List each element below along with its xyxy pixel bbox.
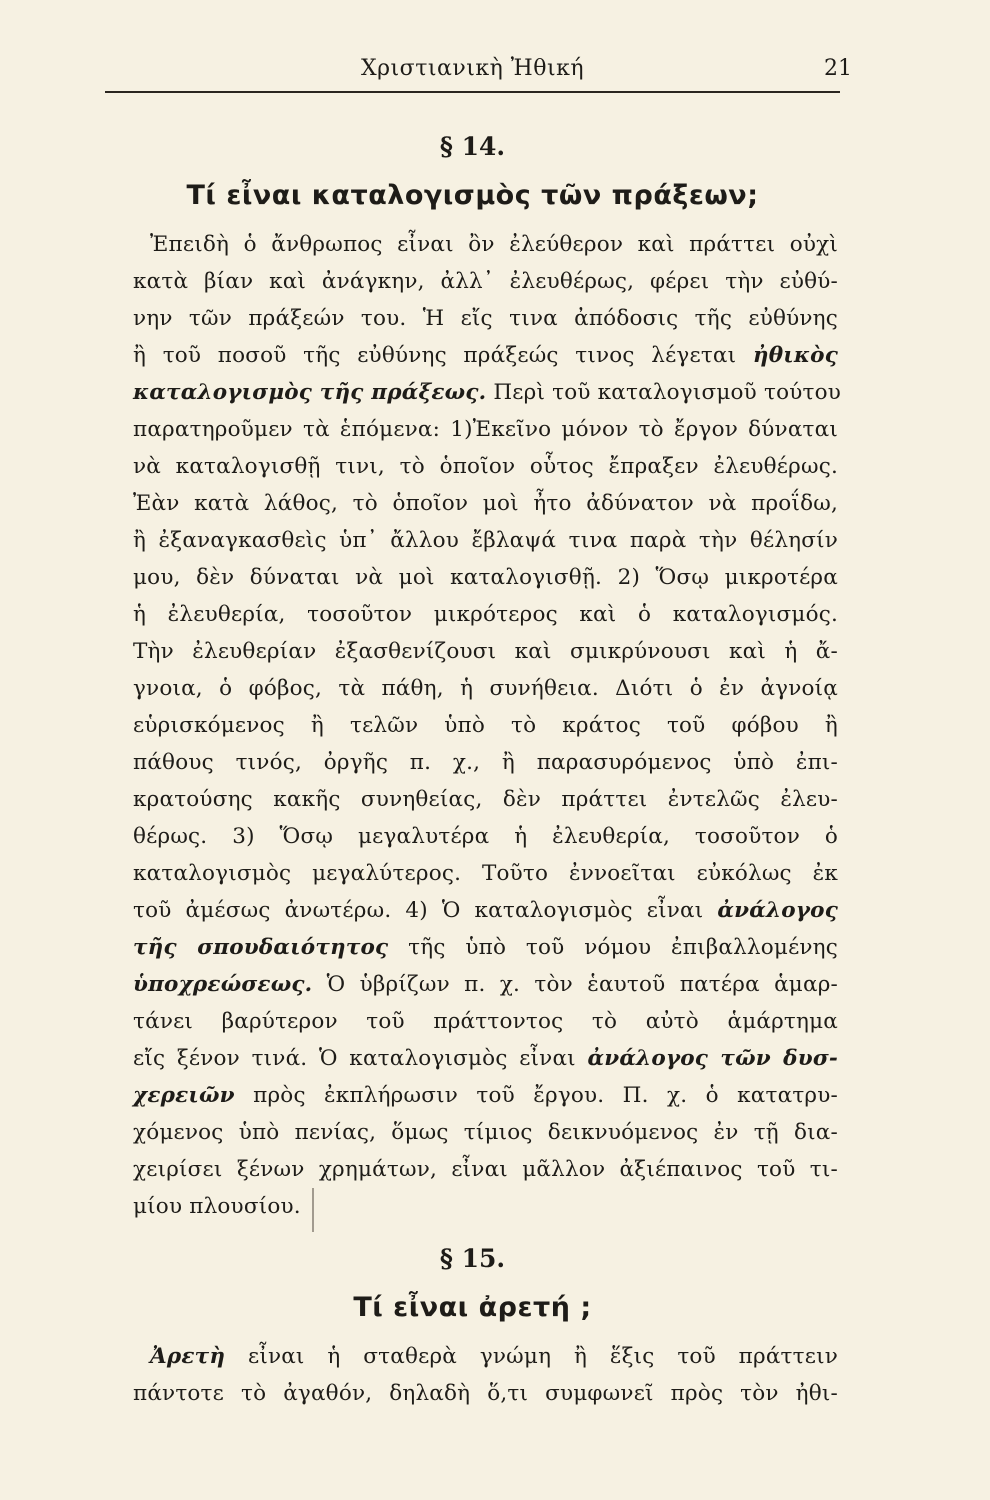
body-line: καταλογισμὸς μεγαλύτερος. Τοῦτο ἐννοεῖται εὐκόλως ἐκ (133, 861, 838, 886)
emphasis-term: ἀνάλογος (717, 898, 838, 923)
emphasis-term: καταλογισμὸς τῆς πράξεως. (133, 380, 487, 405)
header-rule (105, 91, 840, 93)
body-line: Ἀρετὴ εἶναι ἡ σταθερὰ γνώμη ἢ ἕξις τοῦ πράττειν (150, 1344, 838, 1369)
page-number: 21 (824, 56, 852, 81)
body-line: πάθους τινός, ὀργῆς π. χ., ἢ παρασυρόμενος ὑπὸ ἐπι- (133, 750, 838, 775)
section-14-number: § 14. (439, 132, 506, 161)
body-line: τάνει βαρύτερον τοῦ πράττοντος τὸ αὐτὸ ἁμάρτημα (133, 1009, 838, 1034)
body-line: Τὴν ἐλευθερίαν ἐξασθενίζουσι καὶ σμικρύνουσι καὶ ἡ ἄ- (133, 639, 838, 664)
body-line: ὑποχρεώσεως. Ὁ ὑβρίζων π. χ. τὸν ἑαυτοῦ πατέρα ἁμαρ- (133, 972, 838, 997)
body-line: χόμενος ὑπὸ πενίας, ὅμως τίμιος δεικνυόμενος ἐν τῇ δια- (133, 1120, 838, 1145)
body-line: εὑρισκόμενος ἢ τελῶν ὑπὸ τὸ κράτος τοῦ φόβου ἢ (133, 713, 838, 738)
body-line: Ἐὰν κατὰ λάθος, τὸ ὁποῖον μοὶ ἦτο ἀδύνατον νὰ προΐδω, (133, 491, 838, 516)
running-header (105, 50, 852, 90)
body-line: κρατούσης κακῆς συνηθείας, δὲν πράττει ἐντελῶς ἐλευ- (133, 787, 838, 812)
running-title: Χριστιανικὴ Ἠθική (360, 56, 585, 81)
body-line: νὰ καταλογισθῇ τινι, τὸ ὁποῖον οὗτος ἔπραξεν ἐλευθέρως. (133, 454, 838, 479)
body-line: Ἐπειδὴ ὁ ἄνθρωπος εἶναι ὂν ἐλεύθερον καὶ πράττει οὐχὶ (150, 232, 838, 257)
body-line: εἴς ξένον τινά. Ὁ καταλογισμὸς εἶναι ἀνάλογος τῶν δυσ- (133, 1046, 838, 1071)
body-line: πάντοτε τὸ ἀγαθόν, δηλαδὴ ὅ,τι συμφωνεῖ πρὸς τὸν ἠθι- (133, 1381, 838, 1406)
body-line: νην τῶν πράξεών του. Ἡ εἴς τινα ἀπόδοσις τῆς εὐθύνης (133, 306, 838, 331)
body-line: τοῦ ἀμέσως ἀνωτέρω. 4) Ὁ καταλογισμὸς εἶναι ἀνάλογος (133, 898, 838, 923)
body-line: μίου πλουσίου. (133, 1194, 301, 1219)
emphasis-term: ἠθικὸς (752, 343, 838, 368)
body-line: χειρίσει ξένων χρημάτων, εἶναι μᾶλλον ἀξιέπαινος τοῦ τι- (133, 1157, 838, 1182)
body-line: θέρως. 3) Ὅσῳ μεγαλυτέρα ἡ ἐλευθερία, τοσοῦτον ὁ (133, 824, 838, 849)
section-14-title: Τί εἶναι καταλογισμὸς τῶν πράξεων; (186, 180, 759, 211)
body-line: ἡ ἐλευθερία, τοσοῦτον μικρότερος καὶ ὁ καταλογισμός. (133, 602, 838, 627)
section-15-number: § 15. (439, 1244, 506, 1273)
body-line: παρατηροῦμεν τὰ ἑπόμενα: 1)Ἐκεῖνο μόνον τὸ ἔργον δύναται (133, 417, 838, 442)
body-line: χερειῶν πρὸς ἐκπλήρωσιν τοῦ ἔργου. Π. χ. ὁ κατατρυ- (133, 1083, 838, 1108)
emphasis-term: χερειῶν (133, 1083, 235, 1108)
body-line: καταλογισμὸς τῆς πράξεως. Περὶ τοῦ καταλογισμοῦ τούτου (133, 380, 841, 405)
emphasis-term: ἀνάλογος τῶν δυσ- (587, 1046, 838, 1071)
emphasis-term: Ἀρετὴ (150, 1344, 226, 1369)
emphasis-term: ὑποχρεώσεως. (133, 972, 313, 997)
body-line: κατὰ βίαν καὶ ἀνάγκην, ἀλλ᾿ ἐλευθέρως, φέρει τὴν εὐθύ- (133, 269, 838, 294)
body-line: ἢ τοῦ ποσοῦ τῆς εὐθύνης πράξεώς τινος λέγεται ἠθικὸς (133, 343, 838, 368)
body-line: τῆς σπουδαιότητος τῆς ὑπὸ τοῦ νόμου ἐπιβαλλομένης (133, 935, 838, 960)
body-line: γνοια, ὁ φόβος, τὰ πάθη, ἡ συνήθεια. Διότι ὁ ἐν ἀγνοίᾳ (133, 676, 838, 701)
emphasis-term: τῆς σπουδαιότητος (133, 935, 389, 960)
body-line: μου, δὲν δύναται νὰ μοὶ καταλογισθῇ. 2) Ὅσῳ μικροτέρα (133, 565, 838, 590)
section-15-title: Τί εἶναι ἀρετή ; (353, 1292, 592, 1323)
body-line: ἢ ἐξαναγκασθεὶς ὑπ᾿ ἄλλου ἔβλαψά τινα παρὰ τὴν θέλησίν (133, 528, 838, 553)
margin-mark (312, 1188, 320, 1232)
